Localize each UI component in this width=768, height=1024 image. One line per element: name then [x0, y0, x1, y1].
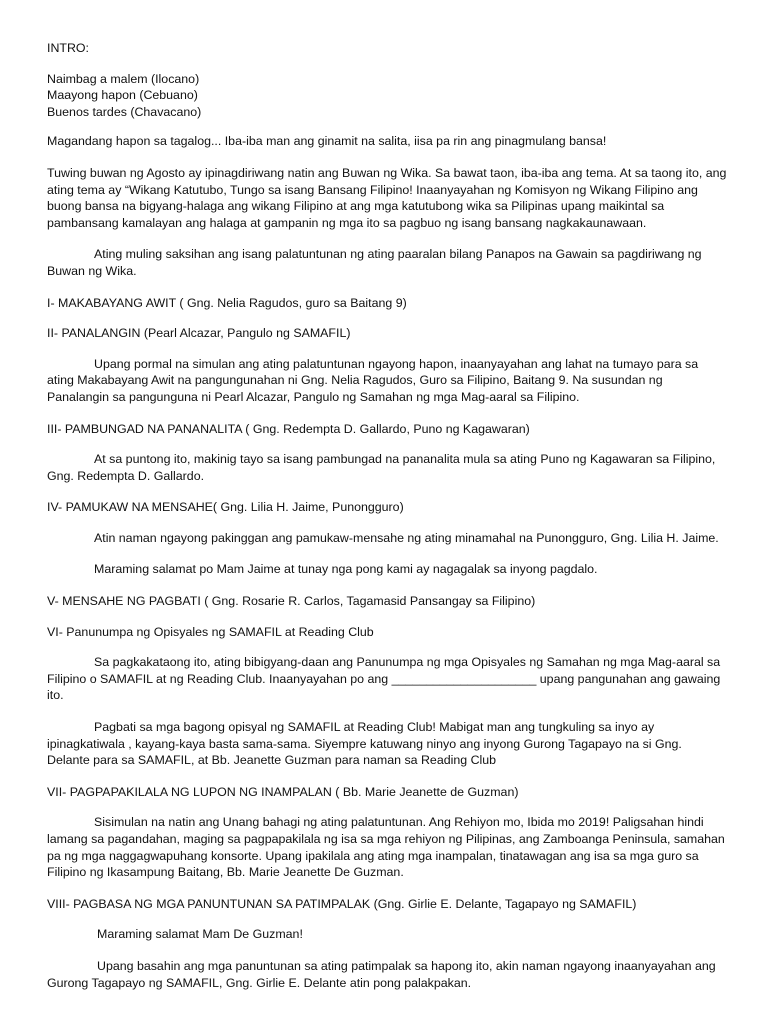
section-heading-2: II- PANALANGIN (Pearl Alcazar, Pangulo ng SAMAFIL): [47, 326, 351, 341]
section-4-thanks: Maraming salamat po Mam Jaime at tunay nga pong kami ay nagagalak sa inyong pagdalo.: [94, 562, 598, 577]
section-6-paragraph-2: Pagbati sa mga bagong opisyal ng SAMAFIL at Reading Club! Mabigat man ang tungkuling sa inyo ay ipinagkatiwala , kayang-kaya basta sama-sama. Siyempre katuwang ninyo ang inyong Gurong Tagapayo na si Gng. Delante para sa SAMAFIL, at Bb. Jeanette Guzman para naman sa Reading Club: [47, 720, 682, 768]
theme-paragraph: Tuwing buwan ng Agosto ay ipinagdiriwang natin ang Buwan ng Wika. Sa bawat taon, iba-iba ang tema. At sa taong ito, ang ating tema ay “Wikang Katutubo, Tungo sa isang Bansang Filipino! Inaanyayahan ng Komisyon ng Wikang Filipino ang buong bansa na bigyang-halaga ang wikang Filipino at ang mga katutubong wika sa Pilipinas upang maikintal sa pambansang kamalayan ang halaga at gampanin ng mga ito sa pagbuo ng isang bansang nagkakaunawaan.: [47, 165, 727, 230]
section-heading-1: I- MAKABAYANG AWIT ( Gng. Nelia Ragudos, guro sa Baitang 9): [47, 295, 407, 310]
section-heading-4: IV- PAMUKAW NA MENSAHE( Gng. Lilia H. Jaime, Punongguro): [47, 500, 404, 515]
section-heading-5: V- MENSAHE NG PAGBATI ( Gng. Rosarie R. Carlos, Tagamasid Pansangay sa Filipino): [47, 594, 536, 609]
intro-title: INTRO:: [47, 41, 89, 55]
section-2-paragraph: Upang pormal na simulan ang ating palatuntunan ngayong hapon, inaanyayahan ang lahat na tumayo para sa ating Makabayang Awit na pangungunahan ni Gng. Nelia Ragudos, Guro sa Filipino, Baitang 9. Na susundan ng Panalangin sa pangunguna ni Pearl Alcazar, Pangulo ng Samahan ng mga Mag-aaral sa Filipino.: [47, 356, 699, 404]
tagalog-greeting: Magandang hapon sa tagalog... Iba-iba man ang ginamit na salita, iisa pa rin ang pinagmulang bansa!: [47, 134, 607, 149]
section-4-paragraph: Atin naman ngayong pakinggan ang pamukaw-mensahe ng ating minamahal na Punongguro, Gng. Lilia H. Jaime.: [94, 530, 719, 545]
section-heading-6: VI- Panunumpa ng Opisyales ng SAMAFIL at Reading Club: [47, 624, 374, 639]
greeting-ilocano: Naimbag a malem (Ilocano): [47, 71, 200, 86]
section-6-paragraph: Sa pagkakataong ito, ating bibigyang-daan ang Panunumpa ng mga Opisyales ng Samahan ng mga Mag-aaral sa Filipino o SAMAFIL at ng Reading Club. Inaanyayahan po ang _____________________ upang pangunahan ang gawaing ito.: [47, 655, 721, 703]
section-heading-3: III- PAMBUNGAD NA PANANALITA ( Gng. Redempta D. Gallardo, Puno ng Kagawaran): [47, 421, 530, 436]
greeting-cebuano: Maayong hapon (Cebuano): [47, 88, 198, 103]
witness-paragraph: Ating muling saksihan ang isang palatuntunan ng ating paaralan bilang Panapos na Gawain sa pagdiriwang ng Buwan ng Wika.: [47, 247, 702, 278]
section-heading-7: VII- PAGPAPAKILALA NG LUPON NG INAMPALAN ( Bb. Marie Jeanette de Guzman): [47, 784, 519, 799]
section-8-paragraph: Upang basahin ang mga panuntunan sa ating patimpalak sa hapong ito, akin naman ngayong inaanyayahan ang Gurong Tagapayo ng SAMAFIL, Gng. Girlie E. Delante atin pong palakpakan.: [47, 958, 716, 990]
section-heading-8: VIII- PAGBASA NG MGA PANUNTUNAN SA PATIMPALAK (Gng. Girlie E. Delante, Tagapayo ng SAMAFIL): [47, 896, 637, 911]
document-page: [47, 40, 727, 991]
section-3-paragraph: At sa puntong ito, makinig tayo sa isang pambungad na pananalita mula sa ating Puno ng Kagawaran sa Filipino, Gng. Redempta D. Gallardo.: [47, 452, 716, 483]
greeting-chavacano: Buenos tardes (Chavacano): [47, 104, 202, 119]
section-8-thanks: Maraming salamat Mam De Guzman!: [97, 927, 303, 942]
section-7-paragraph: Sisimulan na natin ang Unang bahagi ng ating palatuntunan. Ang Rehiyon mo, Ibida mo 2019! Paligsahan hindi lamang sa pagandahan, maging sa pagpapakilala ng isa sa mga rehiyon ng Pilipinas, ang Zamboanga Peninsula, samahan pa ng mga naggagwapuhang konsorte. Upang ipakilala ang ating mga inampalan, tinatawagan ang isa sa mga guro sa Filipino ng Ikasampung Baitang, Bb. Marie Jeanette De Guzman.: [47, 815, 725, 880]
